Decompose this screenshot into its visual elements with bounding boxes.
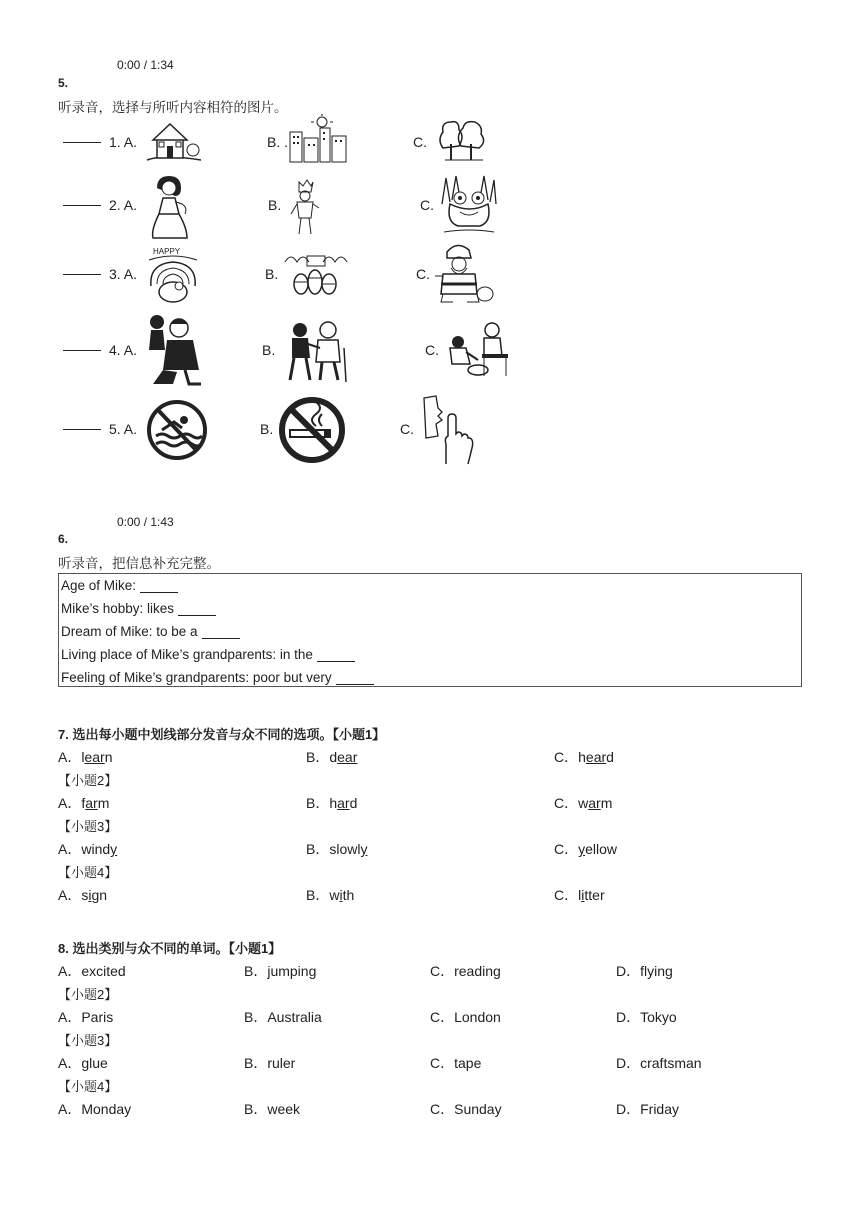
option-choice[interactable]: D．craftsman — [616, 1055, 702, 1071]
option-text: gn — [91, 887, 108, 903]
answer-blank-row[interactable] — [63, 134, 101, 149]
answer-blank[interactable] — [336, 684, 374, 685]
house-icon[interactable] — [143, 120, 205, 164]
subquestion-label: 【小题2】 — [58, 773, 118, 788]
option-choice[interactable]: B．week — [244, 1101, 301, 1117]
no-swimming-icon[interactable] — [144, 398, 210, 462]
row-label: Living place of Mike’s grandparents: in the — [61, 647, 313, 662]
helping-elderly-icon[interactable] — [284, 318, 348, 384]
washing-feet-icon[interactable] — [444, 320, 512, 380]
option-choice[interactable] — [306, 793, 357, 813]
option-c-label: C. — [400, 421, 414, 437]
table-row — [61, 624, 240, 639]
row-label: Mike’s hobby: likes — [61, 601, 175, 616]
underlined-letters: i — [581, 887, 585, 903]
option-text: B． — [306, 841, 330, 857]
option-text: m — [600, 795, 613, 811]
option-text: h — [329, 795, 338, 811]
easter-eggs-icon[interactable] — [283, 248, 349, 300]
answer-blank[interactable] — [140, 592, 178, 593]
option-b-label: B. — [268, 197, 282, 213]
option-b-label: B. . — [267, 134, 289, 150]
question-instruction: 听录音，选择与所听内容相符的图片。 — [58, 100, 288, 115]
question-instruction: 听录音，把信息补充完整。 — [58, 556, 220, 571]
row-label: Dream of Mike: to be a — [61, 624, 198, 639]
answer-blank-row[interactable] — [63, 197, 101, 212]
option-c-label: C. — [416, 266, 430, 282]
father-child-icon[interactable] — [143, 310, 203, 388]
table-row — [61, 601, 216, 616]
option-text: l — [578, 887, 582, 903]
option-text: A． — [58, 887, 82, 903]
answer-blank[interactable] — [202, 638, 240, 639]
question-title: 7. 选出每小题中划线部分发音与众不同的选项。【小题1】 — [58, 727, 386, 742]
option-a-label: 3. A. — [109, 266, 138, 282]
option-choice[interactable]: C．London — [430, 1009, 501, 1025]
option-choice[interactable] — [58, 747, 113, 767]
audio-player-time[interactable]: 0:00 / 1:43 — [117, 515, 174, 529]
option-choice[interactable]: B．jumping — [244, 963, 317, 979]
fill-in-table — [58, 573, 802, 687]
option-text: d — [606, 749, 614, 765]
option-text: s — [81, 887, 89, 903]
option-a-label: 4. A. — [109, 342, 138, 358]
option-text: slowl — [329, 841, 361, 857]
option-text: wind — [81, 841, 111, 857]
option-choice[interactable]: A．excited — [58, 963, 126, 979]
option-text: B． — [306, 795, 330, 811]
table-row — [61, 578, 178, 593]
answer-blank-row[interactable] — [63, 421, 101, 436]
option-choice[interactable]: D．flying — [616, 963, 673, 979]
answer-blank[interactable] — [178, 615, 216, 616]
audio-player-time[interactable]: 0:00 / 1:34 — [117, 58, 174, 72]
question-title: 8. 选出类别与众不同的单词。【小题1】 — [58, 941, 282, 956]
option-choice[interactable] — [554, 885, 605, 905]
subquestion-label: 【小题3】 — [58, 1033, 118, 1048]
option-choice[interactable]: A．Monday — [58, 1101, 132, 1117]
option-choice[interactable]: B．ruler — [244, 1055, 296, 1071]
subquestion-label: 【小题2】 — [58, 987, 118, 1002]
option-choice[interactable] — [554, 747, 614, 767]
princess-icon[interactable] — [145, 174, 195, 240]
no-smoking-icon[interactable] — [278, 396, 346, 464]
santa-claus-icon[interactable] — [433, 240, 495, 306]
answer-blank[interactable] — [317, 661, 355, 662]
option-text: C． — [554, 749, 579, 765]
underlined-letters: i — [339, 887, 343, 903]
option-a-label: 2. A. — [109, 197, 138, 213]
option-text: n — [104, 749, 113, 765]
option-text: tter — [584, 887, 605, 903]
underlined-letters: ear — [585, 749, 607, 765]
option-b-label: B. — [262, 342, 276, 358]
option-choice[interactable]: C．reading — [430, 963, 501, 979]
city-buildings-icon[interactable] — [286, 114, 350, 164]
option-text: w — [329, 887, 340, 903]
underlined-letters: y — [110, 841, 118, 857]
underlined-letters: ar — [337, 795, 350, 811]
option-a-label: 1. A. — [109, 134, 138, 150]
option-choice[interactable]: D．Tokyo — [616, 1009, 677, 1025]
table-row — [61, 670, 374, 685]
underlined-letters: y — [360, 841, 368, 857]
option-text: f — [81, 795, 86, 811]
option-choice[interactable] — [58, 793, 109, 813]
question-number: 6. — [58, 532, 69, 546]
option-choice[interactable]: C．tape — [430, 1055, 482, 1071]
option-choice[interactable]: A．Paris — [58, 1009, 114, 1025]
option-b-label: B. — [265, 266, 279, 282]
underlined-letters: ar — [588, 795, 601, 811]
subquestion-label: 【小题4】 — [58, 865, 118, 880]
option-c-label: C. — [425, 342, 439, 358]
svg-text:HAPPY: HAPPY — [153, 247, 181, 256]
option-c-label: C. — [420, 197, 434, 213]
option-choice[interactable]: C．Sunday — [430, 1101, 502, 1117]
option-text: d — [349, 795, 358, 811]
option-choice[interactable] — [554, 793, 612, 813]
trees-icon[interactable] — [435, 118, 489, 162]
answer-blank-row[interactable] — [63, 266, 101, 281]
option-choice[interactable] — [306, 747, 357, 767]
option-text: w — [578, 795, 589, 811]
option-text: C． — [554, 841, 579, 857]
option-text: C． — [554, 887, 579, 903]
turkey-icon[interactable] — [145, 242, 201, 306]
table-row — [61, 647, 355, 662]
option-choice[interactable] — [554, 839, 617, 859]
option-choice[interactable]: B．Australia — [244, 1009, 322, 1025]
option-text: B． — [306, 749, 330, 765]
question-number: 5. — [58, 76, 69, 90]
option-text: A． — [58, 841, 82, 857]
option-text: l — [81, 749, 85, 765]
answer-blank-row[interactable] — [63, 342, 101, 357]
subquestion-label: 【小题3】 — [58, 819, 118, 834]
option-choice[interactable]: A．glue — [58, 1055, 108, 1071]
subquestion-label: 【小题4】 — [58, 1079, 118, 1094]
option-text: m — [97, 795, 110, 811]
option-choice[interactable] — [306, 839, 367, 859]
option-text: A． — [58, 795, 82, 811]
row-label: Age of Mike: — [61, 578, 137, 593]
underlined-letters: i — [88, 887, 92, 903]
option-choice[interactable]: D．Friday — [616, 1101, 680, 1117]
option-c-label: C. — [413, 134, 427, 150]
underlined-letters: ear — [337, 749, 358, 765]
option-text: th — [342, 887, 355, 903]
option-choice[interactable] — [58, 885, 107, 905]
option-text: B． — [306, 887, 330, 903]
option-choice[interactable] — [58, 839, 117, 859]
underlined-letters: ar — [85, 795, 98, 811]
option-choice[interactable] — [306, 885, 354, 905]
frog-icon[interactable] — [440, 174, 498, 238]
underlined-letters: y — [578, 841, 586, 857]
option-text: A． — [58, 749, 82, 765]
option-text: d — [329, 749, 338, 765]
option-text: C． — [554, 795, 579, 811]
quiet-hand-icon[interactable] — [420, 394, 476, 466]
fairy-tale-character-icon[interactable] — [287, 178, 323, 238]
option-b-label: B. — [260, 421, 274, 437]
option-text: ellow — [585, 841, 618, 857]
underlined-letters: ear — [84, 749, 105, 765]
option-a-label: 5. A. — [109, 421, 138, 437]
row-label: Feeling of Mike’s grandparents: poor but very — [61, 670, 332, 685]
option-text: h — [578, 749, 586, 765]
